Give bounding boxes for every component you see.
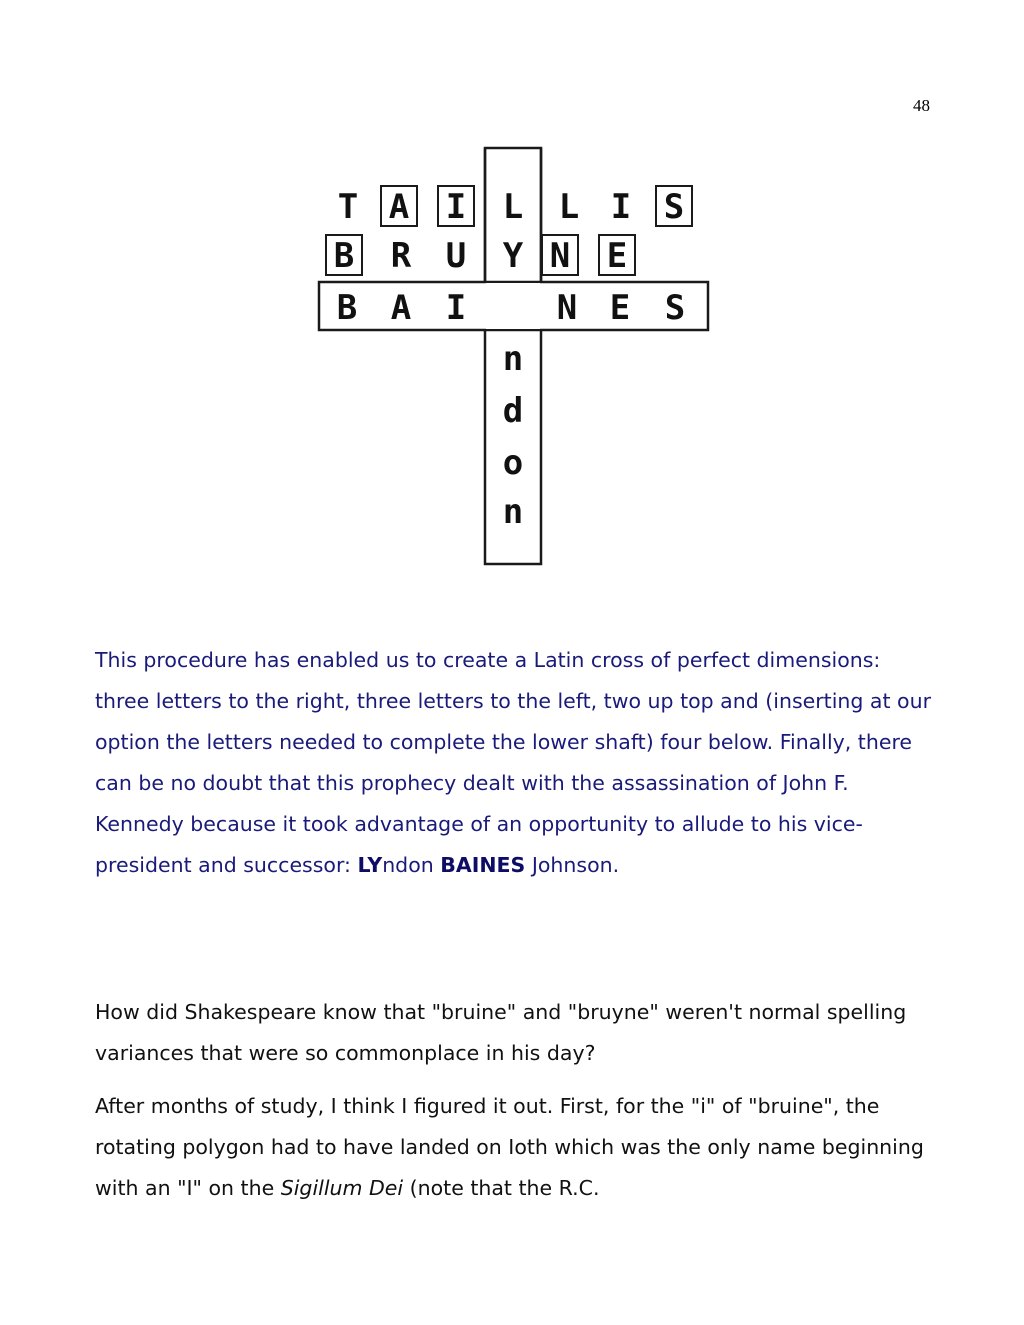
letter-cross-diagram bbox=[309, 142, 718, 572]
letter-col-3: n bbox=[502, 492, 524, 532]
letter-col-1: d bbox=[502, 391, 524, 431]
letter-r3-1: A bbox=[390, 288, 412, 328]
bold-ly: LY bbox=[357, 853, 383, 877]
study-tail: (note that the R.C. bbox=[403, 1176, 600, 1200]
johnson-text: Johnson. bbox=[525, 853, 620, 877]
letter-r1-3: L bbox=[502, 187, 524, 227]
question-text: How did Shakespeare know that "bruine" and "bruyne" weren't normal spelling variances that were so commonplace in his day? bbox=[95, 1000, 907, 1065]
page-number: 48 bbox=[913, 96, 930, 115]
letter-r3-6: S bbox=[664, 288, 686, 328]
sigillum-dei-italic: Sigillum Dei bbox=[280, 1176, 404, 1200]
row-1-letters bbox=[338, 187, 684, 227]
study-text: After months of study, I think I figured it out. First, for the "i" of "bruine", the rotating polygon had to have landed on Ioth which was the only name beginning with an "I" on the bbox=[95, 1094, 924, 1200]
letter-r2-4: N bbox=[549, 236, 571, 276]
letter-r1-2: I bbox=[445, 187, 467, 227]
ndon-text: ndon bbox=[382, 853, 434, 877]
letter-col-0: n bbox=[502, 339, 524, 379]
letter-r3-4: N bbox=[556, 288, 578, 328]
letter-r1-4: L bbox=[558, 187, 580, 227]
letter-col-2: o bbox=[502, 443, 524, 483]
letter-r2-5: E bbox=[606, 236, 628, 276]
bold-baines: BAINES bbox=[440, 853, 526, 877]
cross-paragraph-text: This procedure has enabled us to create a Latin cross of perfect dimensions: three letters to the right, three letters to the left, two up top and (inserting at our option the letters needed to complete the lower shaft) four below. Finally, there can be no doubt that this prophecy dealt with the assassination of John F. Kennedy because it took advantage of an opportunity to allude to his vice-president and successor: bbox=[95, 648, 932, 877]
cross-explanation-paragraph bbox=[95, 640, 935, 886]
letter-r1-5: I bbox=[610, 187, 632, 227]
study-paragraph bbox=[95, 1086, 935, 1209]
letter-r2-0: B bbox=[333, 236, 355, 276]
question-paragraph bbox=[95, 992, 935, 1074]
letter-r3-5: E bbox=[609, 288, 631, 328]
letter-r1-6: S bbox=[663, 187, 685, 227]
letter-r2-2: U bbox=[445, 236, 467, 276]
letter-r2-3: Y bbox=[502, 236, 524, 276]
letter-r1-1: A bbox=[388, 187, 410, 227]
letter-r1-0: T bbox=[337, 187, 359, 227]
letter-r2-1: R bbox=[390, 236, 412, 276]
latin-cross-figure bbox=[309, 142, 718, 572]
row-2-letters bbox=[334, 236, 627, 276]
letter-r3-2: I bbox=[445, 288, 467, 328]
letter-r3-0: B bbox=[336, 288, 358, 328]
